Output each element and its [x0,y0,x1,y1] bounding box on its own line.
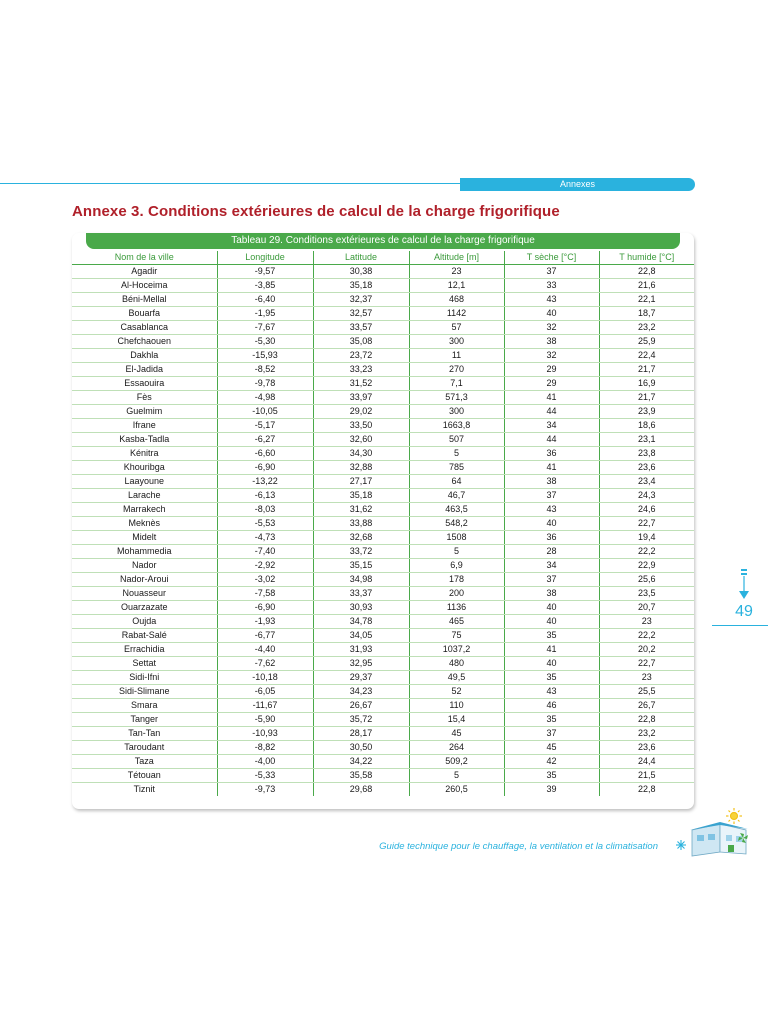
city-name-cell: Fès [72,391,217,405]
table-row [72,727,694,741]
table-cell: 38 [504,475,599,489]
table-cell: 32,57 [313,307,409,321]
table-cell: 785 [409,461,504,475]
city-name-cell: Dakhla [72,349,217,363]
table-cell: 40 [504,601,599,615]
table-row [72,587,694,601]
table-cell: 38 [504,335,599,349]
table-cell: 5 [409,545,504,559]
table-row [72,503,694,517]
table-cell: -7,58 [217,587,313,601]
table-cell: 23 [599,671,694,685]
city-name-cell: Meknès [72,517,217,531]
table-cell: -5,30 [217,335,313,349]
table-cell: 43 [504,293,599,307]
column-header: Longitude [217,251,313,265]
table-cell: 33,72 [313,545,409,559]
city-name-cell: Taroudant [72,741,217,755]
table-cell: 23,6 [599,741,694,755]
city-name-cell: Sidi-Ifni [72,671,217,685]
table-cell: 34,22 [313,755,409,769]
table-cell: 34,98 [313,573,409,587]
table-cell: 26,67 [313,699,409,713]
table-cell: 1663,8 [409,419,504,433]
table-cell: 264 [409,741,504,755]
table-cell: 64 [409,475,504,489]
table-row [72,783,694,797]
table-cell: 24,3 [599,489,694,503]
table-cell: 30,50 [313,741,409,755]
city-name-cell: Errachidia [72,643,217,657]
table-cell: -5,33 [217,769,313,783]
table-cell: -5,53 [217,517,313,531]
city-name-cell: Essaouira [72,377,217,391]
table-row [72,685,694,699]
city-name-cell: Nador-Aroui [72,573,217,587]
table-cell: 32,88 [313,461,409,475]
table-cell: -7,67 [217,321,313,335]
table-cell: 29,68 [313,783,409,797]
table-cell: -8,82 [217,741,313,755]
page-title: Annexe 3. Conditions extérieures de calcul de la charge frigorifique [72,203,560,220]
table-cell: 35 [504,629,599,643]
table-cell: 23,8 [599,447,694,461]
table-cell: 5 [409,447,504,461]
table-cell: 1142 [409,307,504,321]
column-header: T humide [°C] [599,251,694,265]
table-cell: -2,92 [217,559,313,573]
table-cell: 548,2 [409,517,504,531]
table-cell: 29,37 [313,671,409,685]
table-cell: -6,60 [217,447,313,461]
table-cell: -4,40 [217,643,313,657]
table-cell: 46 [504,699,599,713]
city-name-cell: Khouribga [72,461,217,475]
table-cell: -6,77 [217,629,313,643]
table-cell: 300 [409,335,504,349]
city-name-cell: Nouasseur [72,587,217,601]
table-cell: 18,7 [599,307,694,321]
city-name-cell: Laayoune [72,475,217,489]
table-cell: 31,62 [313,503,409,517]
column-header: Nom de la ville [72,251,217,265]
city-name-cell: El-Jadida [72,363,217,377]
table-row [72,741,694,755]
table-cell: 15,4 [409,713,504,727]
table-cell: 22,1 [599,293,694,307]
table-cell: 38 [504,587,599,601]
table-cell: -9,73 [217,783,313,797]
table-cell: 32 [504,349,599,363]
city-name-cell: Agadir [72,265,217,279]
table-cell: 29 [504,363,599,377]
table-row [72,321,694,335]
table-cell: 5 [409,769,504,783]
table-cell: 57 [409,321,504,335]
city-name-cell: Kénitra [72,447,217,461]
table-row [72,405,694,419]
table-cell: 25,9 [599,335,694,349]
table-cell: 33,88 [313,517,409,531]
table-cell: 42 [504,755,599,769]
table-cell: 31,52 [313,377,409,391]
table-cell: 32,95 [313,657,409,671]
table-row [72,279,694,293]
table-row [72,391,694,405]
table-cell: 465 [409,615,504,629]
table-cell: 43 [504,685,599,699]
table-cell: 32,68 [313,531,409,545]
table-cell: -11,67 [217,699,313,713]
table-cell: 52 [409,685,504,699]
table-cell: 33,97 [313,391,409,405]
column-header: T sèche [°C] [504,251,599,265]
table-cell: 21,6 [599,279,694,293]
table-cell: 7,1 [409,377,504,391]
table-cell: 22,2 [599,545,694,559]
table-row [72,489,694,503]
table-cell: 37 [504,727,599,741]
table-cell: 463,5 [409,503,504,517]
climate-table-panel [72,233,694,809]
city-name-cell: Rabat-Salé [72,629,217,643]
climate-table [72,251,694,796]
table-cell: -6,90 [217,601,313,615]
table-cell: -9,78 [217,377,313,391]
table-cell: 25,6 [599,573,694,587]
table-cell: 23,2 [599,321,694,335]
table-cell: 23,6 [599,461,694,475]
city-name-cell: Bouarfa [72,307,217,321]
city-name-cell: Guelmim [72,405,217,419]
table-row [72,265,694,279]
table-cell: 33 [504,279,599,293]
table-cell: 200 [409,587,504,601]
table-row [72,643,694,657]
table-cell: 270 [409,363,504,377]
table-cell: -13,22 [217,475,313,489]
table-cell: -10,93 [217,727,313,741]
table-cell: 27,17 [313,475,409,489]
table-body [72,265,694,797]
footer-text: Guide technique pour le chauffage, la ventilation et la climatisation [379,841,658,852]
table-cell: -4,98 [217,391,313,405]
table-cell: 40 [504,517,599,531]
table-row [72,293,694,307]
table-cell: 480 [409,657,504,671]
table-row [72,475,694,489]
table-cell: -4,00 [217,755,313,769]
table-cell: 571,3 [409,391,504,405]
table-cell: -6,13 [217,489,313,503]
table-cell: -10,05 [217,405,313,419]
table-cell: 33,50 [313,419,409,433]
table-row [72,713,694,727]
table-row [72,601,694,615]
table-cell: 34,30 [313,447,409,461]
table-cell: 49,5 [409,671,504,685]
table-cell: 35 [504,671,599,685]
table-cell: 22,8 [599,265,694,279]
table-cell: 1508 [409,531,504,545]
table-cell: 110 [409,699,504,713]
table-cell: 34,78 [313,615,409,629]
table-cell: 28 [504,545,599,559]
table-cell: 37 [504,489,599,503]
table-cell: 36 [504,447,599,461]
table-cell: 22,8 [599,783,694,797]
house-climate-icon [672,808,754,862]
table-cell: 23 [599,615,694,629]
table-cell: 1037,2 [409,643,504,657]
city-name-cell: Marrakech [72,503,217,517]
table-cell: 41 [504,643,599,657]
table-cell: 44 [504,433,599,447]
table-cell: 33,37 [313,587,409,601]
table-cell: 37 [504,573,599,587]
table-cell: 18,6 [599,419,694,433]
table-row [72,433,694,447]
table-cell: 6,9 [409,559,504,573]
table-row [72,461,694,475]
table-cell: 22,4 [599,349,694,363]
table-cell: 12,1 [409,279,504,293]
table-cell: 35,18 [313,279,409,293]
table-row [72,573,694,587]
table-row [72,517,694,531]
table-row [72,377,694,391]
table-cell: -7,40 [217,545,313,559]
table-cell: 507 [409,433,504,447]
table-cell: 37 [504,265,599,279]
table-cell: 75 [409,629,504,643]
table-cell: 24,6 [599,503,694,517]
table-cell: 23 [409,265,504,279]
table-header-row [72,251,694,265]
city-name-cell: Casablanca [72,321,217,335]
table-cell: 29,02 [313,405,409,419]
table-cell: 45 [409,727,504,741]
table-cell: 30,38 [313,265,409,279]
table-cell: 21,7 [599,391,694,405]
table-cell: 23,9 [599,405,694,419]
table-caption: Tableau 29. Conditions extérieures de calcul de la charge frigorifique [86,233,680,249]
table-cell: 35,72 [313,713,409,727]
city-name-cell: Sidi-Slimane [72,685,217,699]
city-name-cell: Kasba-Tadla [72,433,217,447]
table-cell: 29 [504,377,599,391]
table-cell: 28,17 [313,727,409,741]
table-cell: 22,8 [599,713,694,727]
city-name-cell: Tan-Tan [72,727,217,741]
table-cell: 40 [504,307,599,321]
table-cell: -8,52 [217,363,313,377]
table-cell: 43 [504,503,599,517]
table-cell: 22,2 [599,629,694,643]
table-row [72,755,694,769]
table-cell: -6,05 [217,685,313,699]
table-cell: 260,5 [409,783,504,797]
table-row [72,419,694,433]
table-cell: 35 [504,713,599,727]
table-cell: 34,05 [313,629,409,643]
city-name-cell: Tanger [72,713,217,727]
table-cell: 23,4 [599,475,694,489]
table-cell: 23,2 [599,727,694,741]
table-cell: -1,93 [217,615,313,629]
table-cell: -6,90 [217,461,313,475]
city-name-cell: Ifrane [72,419,217,433]
table-cell: -6,40 [217,293,313,307]
table-cell: 36 [504,531,599,545]
table-row [72,699,694,713]
table-cell: 31,93 [313,643,409,657]
table-cell: 1136 [409,601,504,615]
table-cell: 41 [504,391,599,405]
page-number-rule [712,625,768,626]
table-cell: 35 [504,769,599,783]
table-cell: 21,5 [599,769,694,783]
table-cell: -3,02 [217,573,313,587]
table-cell: 35,15 [313,559,409,573]
table-row [72,629,694,643]
city-name-cell: Settat [72,657,217,671]
table-cell: 41 [504,461,599,475]
table-cell: 33,23 [313,363,409,377]
table-row [72,307,694,321]
arrow-down-icon [738,568,750,600]
city-name-cell: Tiznit [133,784,155,794]
table-cell: 19,4 [599,531,694,545]
table-cell: 16,9 [599,377,694,391]
city-name-cell: Smara [72,699,217,713]
table-cell: 22,7 [599,517,694,531]
table-cell: 35,58 [313,769,409,783]
city-name-cell: Ouarzazate [72,601,217,615]
table-cell: -3,85 [217,279,313,293]
table-cell: 30,93 [313,601,409,615]
table-cell: 11 [409,349,504,363]
table-row [72,531,694,545]
table-cell: 468 [409,293,504,307]
table-row [72,769,694,783]
table-row [72,335,694,349]
table-cell: 40 [504,657,599,671]
table-cell: 44 [504,405,599,419]
city-name-cell: Larache [72,489,217,503]
table-cell: 35,18 [313,489,409,503]
table-row [72,545,694,559]
table-cell: 40 [504,615,599,629]
table-cell: 32 [504,321,599,335]
city-name-cell: Mohammedia [72,545,217,559]
table-row [72,447,694,461]
table-cell: 35,08 [313,335,409,349]
table-cell: 22,9 [599,559,694,573]
table-row [72,349,694,363]
column-header: Latitude [313,251,409,265]
city-name-cell: Midelt [72,531,217,545]
table-row [72,615,694,629]
table-cell: 33,57 [313,321,409,335]
table-cell: 34 [504,419,599,433]
table-cell: 24,4 [599,755,694,769]
table-cell: -5,90 [217,713,313,727]
table-cell: -7,62 [217,657,313,671]
table-cell: 23,5 [599,587,694,601]
table-cell: 26,7 [599,699,694,713]
table-cell: -6,27 [217,433,313,447]
table-row [72,559,694,573]
table-cell: 23,1 [599,433,694,447]
table-cell: 34 [504,559,599,573]
header-rule [0,183,462,184]
table-cell: -5,17 [217,419,313,433]
table-cell: 23,72 [313,349,409,363]
table-cell: 34,23 [313,685,409,699]
city-name-cell: Taza [72,755,217,769]
table-cell: 25,5 [599,685,694,699]
table-cell: 20,7 [599,601,694,615]
table-cell: 32,37 [313,293,409,307]
section-tab: Annexes [460,178,695,191]
city-name-cell: Nador [72,559,217,573]
column-header: Altitude [m] [409,251,504,265]
table-cell: 22,7 [599,657,694,671]
city-name-cell: Oujda [72,615,217,629]
table-cell: 32,60 [313,433,409,447]
table-cell: -8,03 [217,503,313,517]
table-cell: 300 [409,405,504,419]
table-cell: 45 [504,741,599,755]
table-row [72,671,694,685]
table-cell: -1,95 [217,307,313,321]
city-name-cell: Chefchaouen [72,335,217,349]
table-cell: -9,57 [217,265,313,279]
table-row [72,363,694,377]
page-number: 49 [735,603,753,620]
table-cell: 178 [409,573,504,587]
table-cell: -15,93 [217,349,313,363]
city-name-cell: Béni-Mellal [72,293,217,307]
table-cell: 20,2 [599,643,694,657]
table-cell: 39 [504,783,599,797]
table-cell: 46,7 [409,489,504,503]
table-row [72,657,694,671]
city-name-cell: Tétouan [72,769,217,783]
table-cell: 21,7 [599,363,694,377]
table-cell: -4,73 [217,531,313,545]
city-name-cell: Al-Hoceima [72,279,217,293]
table-cell: -10,18 [217,671,313,685]
table-cell: 509,2 [409,755,504,769]
